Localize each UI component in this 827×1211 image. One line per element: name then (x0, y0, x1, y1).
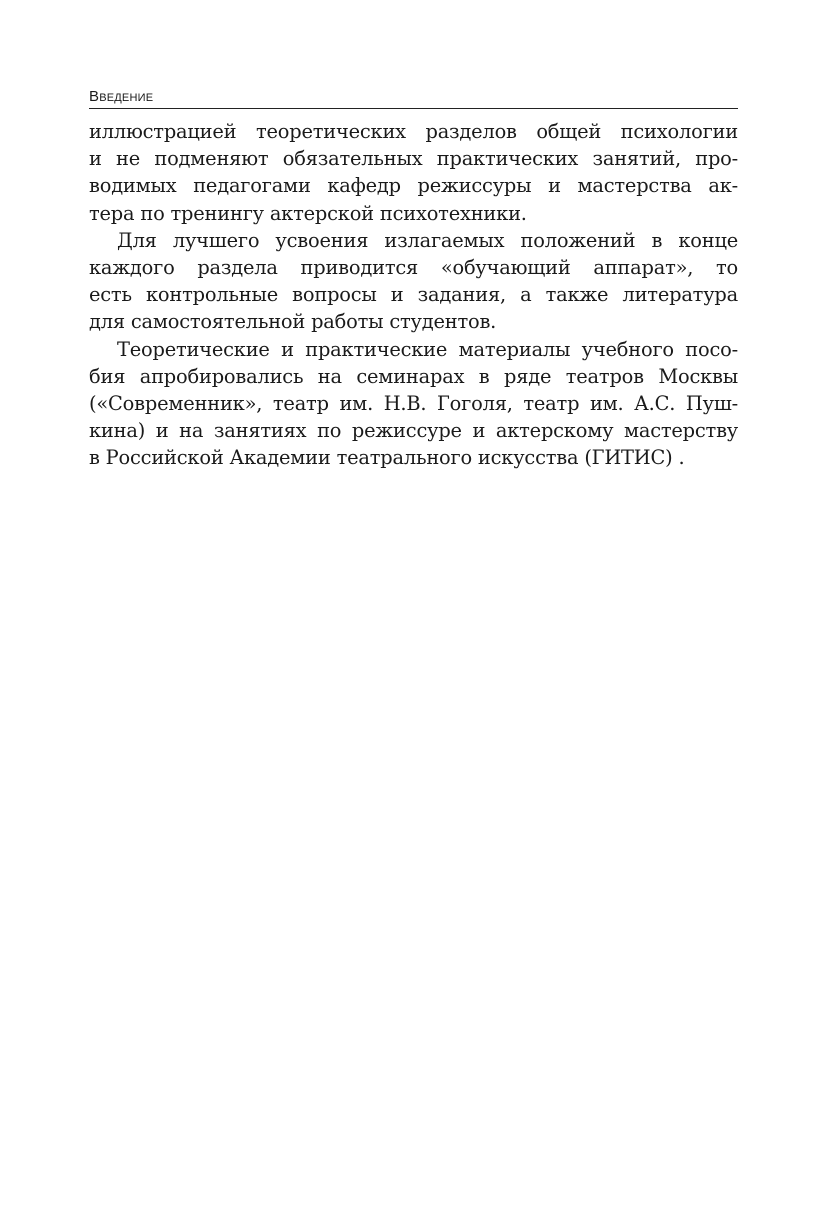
book-page (89, 88, 738, 471)
text-line: («Современник», театр им. Н.В. Гоголя, театр им. А.С. Пуш- (89, 391, 738, 415)
text-line: для самостоятельной работы студентов. (89, 310, 497, 334)
text-line: тера по тренингу актерской психотехники. (89, 201, 527, 225)
body-text (89, 118, 738, 471)
text-line: каждого раздела приводится «обучающий аппарат», то (89, 255, 738, 279)
text-line: в Российской Академии театрального искусства (ГИТИС) . (89, 446, 685, 470)
paragraph-2 (89, 227, 738, 336)
text-line: иллюстрацией теоретических разделов общей психологии (89, 120, 738, 143)
paragraph-1 (89, 118, 738, 227)
text-line: Для лучшего усвоения излагаемых положений в конце (117, 228, 738, 252)
text-line: есть контрольные вопросы и задания, а также литература (89, 283, 738, 307)
running-header: Введение (89, 88, 738, 109)
text-line: водимых педагогами кафедр режиссуры и мастерства ак- (89, 174, 738, 198)
text-line: и не подменяют обязательных практических занятий, про- (89, 147, 738, 171)
text-line: Теоретические и практические материалы учебного посо- (117, 337, 738, 361)
text-line: кина) и на занятиях по режиссуре и актерскому мастерству (89, 419, 738, 443)
paragraph-3 (89, 336, 738, 472)
text-line: бия апробировались на семинарах в ряде театров Москвы (89, 364, 738, 388)
